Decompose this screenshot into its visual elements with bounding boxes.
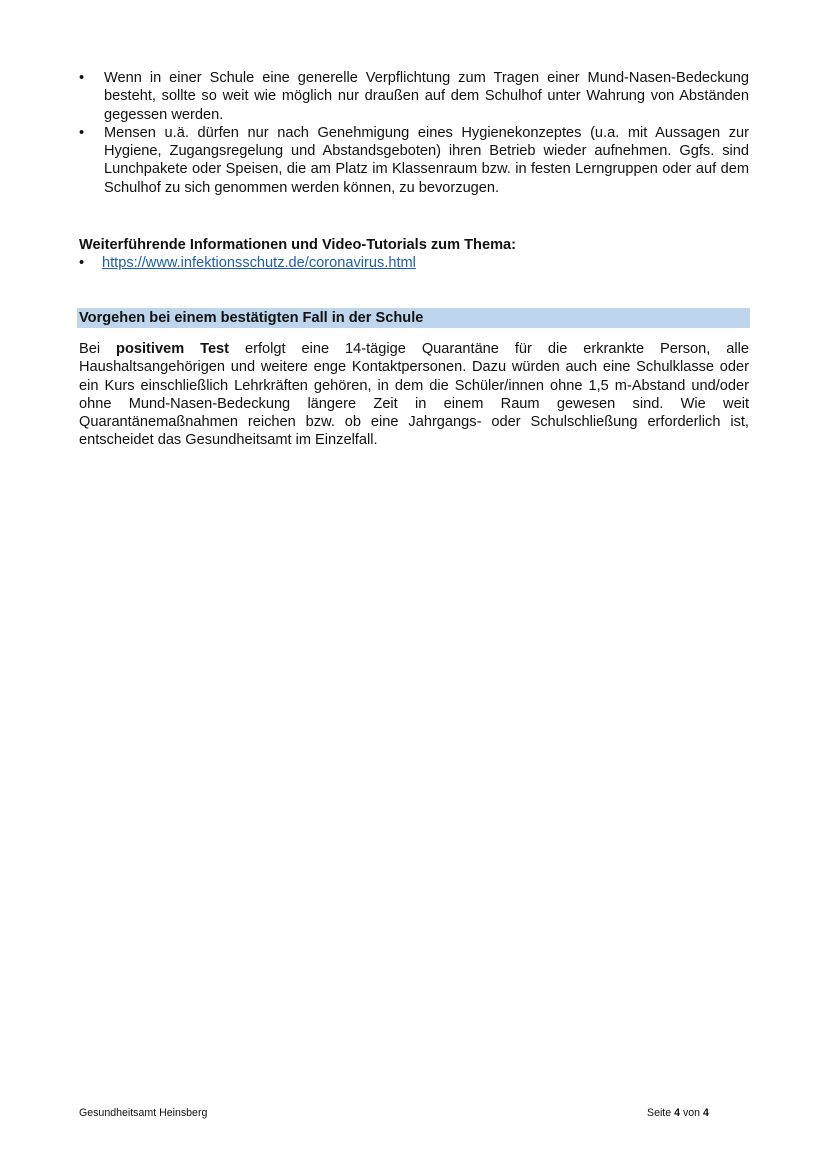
paragraph-prefix: Bei <box>79 341 117 357</box>
page-current: 4 <box>674 1107 680 1119</box>
bullet-marker: • <box>79 255 85 271</box>
bullet-text: Mensen u.ä. dürfen nur nach Genehmigung eines Hygienekonzeptes (u.a. mit Aussagen zur Hygiene, Zugangsregelung und Abstandsgeboten) ihren Betrieb wieder aufnehmen. Ggfs. sind Lunchpakete oder Speisen, die am Platz im Klassenraum bzw. in festen Lerngruppen oder auf dem Schulhof zu sich genommen werden können, zu bevorzugen. <box>104 124 749 196</box>
page-of-label: von <box>680 1107 703 1119</box>
list-item <box>79 69 749 124</box>
list-item <box>79 254 749 272</box>
list-item <box>79 124 749 197</box>
footer-organization: Gesundheitsamt Heinsberg <box>79 1107 208 1119</box>
page-label: Seite <box>647 1107 675 1119</box>
section-title: Vorgehen bei einem bestätigten Fall in der Schule <box>79 310 424 326</box>
section-heading-highlight <box>77 308 750 328</box>
paragraph-body: erfolgt eine 14-tägige Quarantäne für die erkrankte Person, alle Haushaltsangehörigen und weitere enge Kontaktpersonen. Dazu würden auch eine Schulklasse oder ein Kurs einschließlich Lehrkräften gehören, in dem die Schüler/innen ohne 1,5 m-Abstand und/oder ohne Mund-Nasen-Bedeckung längere Zeit in einem Raum gewesen sind. Wie weit Quarantänemaßnahmen reichen bzw. ob eine Jahrgangs- oder Schulschließung erforderlich ist, entscheidet das Gesundheitsamt im Einzelfall. <box>79 341 749 449</box>
bullet-text: Wenn in einer Schule eine generelle Verpflichtung zum Tragen einer Mund-Nasen-Bedeckung besteht, sollte so weit wie möglich nur draußen auf dem Schulhof unter Wahrung von Abständen gegessen werden. <box>104 70 749 123</box>
infektionsschutz-link[interactable]: https://www.infektionsschutz.de/coronavirus.html <box>102 255 416 271</box>
paragraph-bold-term: positivem Test <box>116 341 230 357</box>
bullet-marker: • <box>79 70 85 86</box>
page-total: 4 <box>702 1107 709 1119</box>
hygiene-bullet-list <box>79 69 749 197</box>
further-info-heading: Weiterführende Informationen und Video-Tutorials zum Thema: <box>79 237 517 253</box>
bullet-marker: • <box>79 124 85 141</box>
positive-case-paragraph <box>79 340 749 450</box>
further-info-link-list <box>79 254 749 272</box>
footer-page-number <box>647 1106 709 1120</box>
